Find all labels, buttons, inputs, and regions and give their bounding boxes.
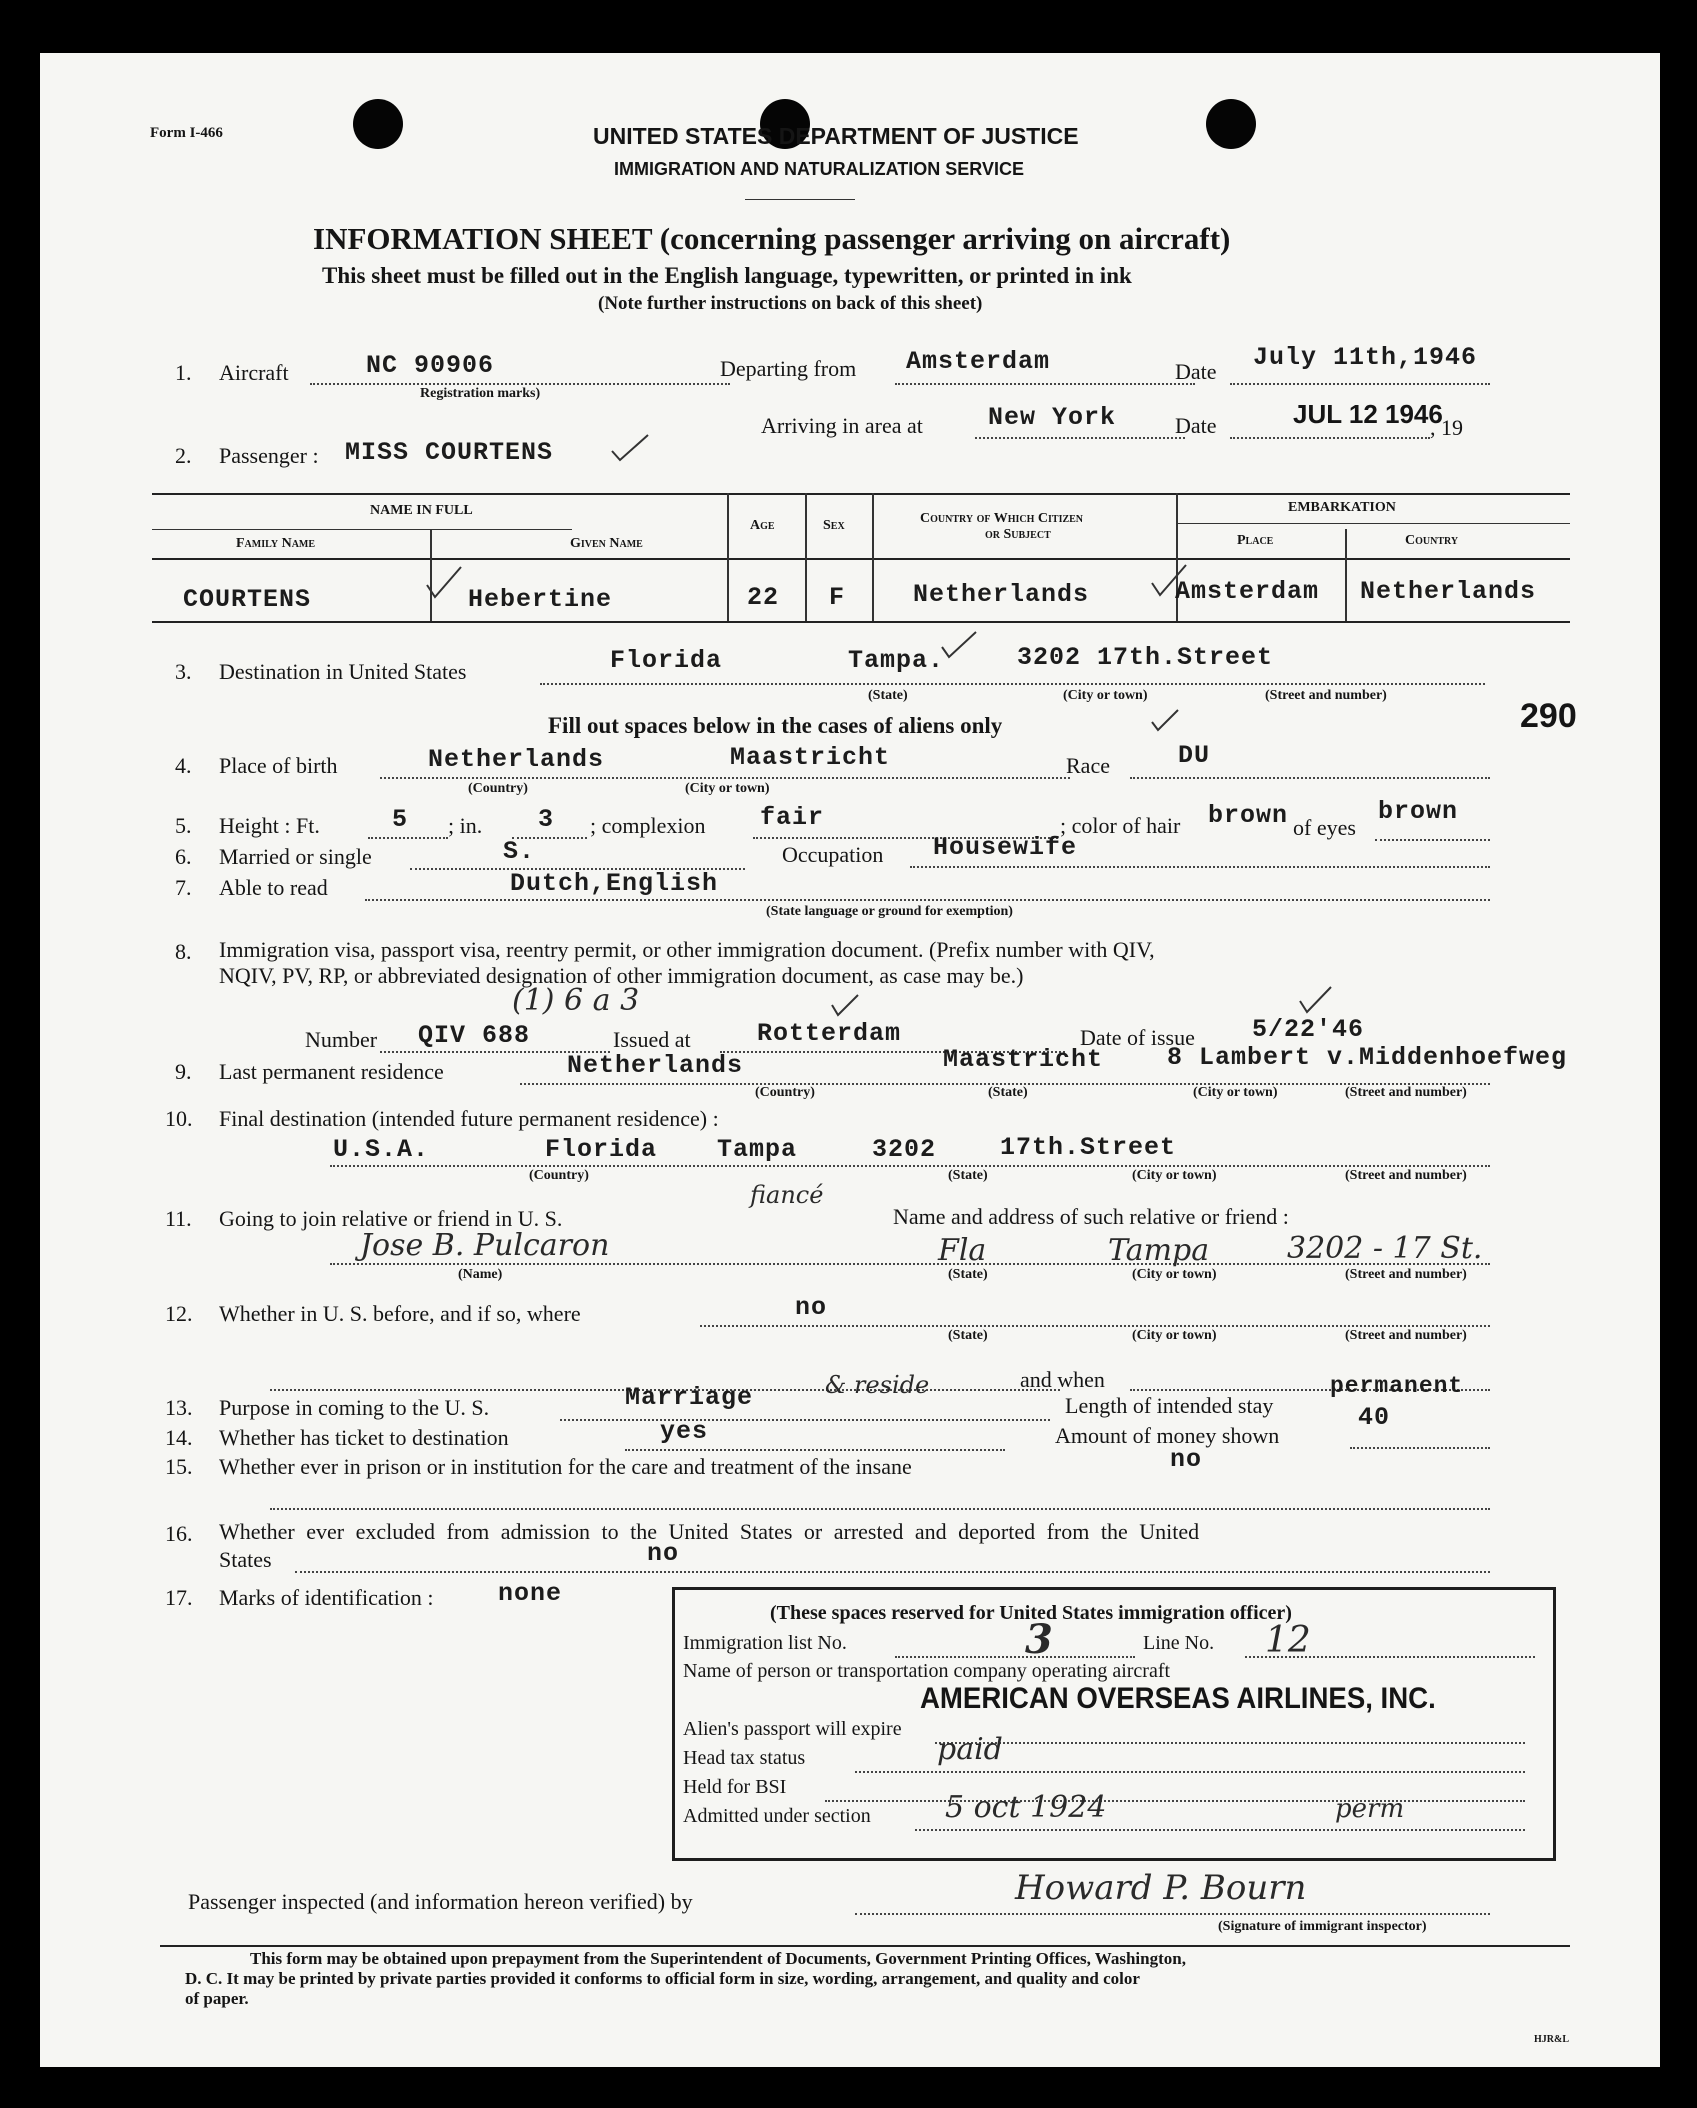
destination-street-value: 3202 17th.Street bbox=[1017, 643, 1274, 672]
purpose-handwritten-note: & reside bbox=[825, 1371, 930, 1399]
color-of-hair-label: ; color of hair bbox=[1060, 813, 1181, 838]
departing-date-value: July 11th,1946 bbox=[1253, 343, 1478, 372]
excluded-value: no bbox=[647, 1539, 680, 1568]
item-number: 12. bbox=[165, 1301, 193, 1326]
name-address-label: Name and address of such relative or friend : bbox=[893, 1204, 1289, 1229]
ticket-line bbox=[625, 1449, 1005, 1451]
item-number: 7. bbox=[175, 875, 192, 900]
destination-label: Destination in United States bbox=[219, 659, 467, 684]
form-subtitle: This sheet must be filled out in the English language, typewritten, or printed in ink bbox=[322, 263, 1132, 288]
punch-hole bbox=[1206, 99, 1256, 149]
city-caption: (City or town) bbox=[685, 781, 770, 796]
relative-city-handwritten: Tampa bbox=[1108, 1233, 1210, 1268]
race-line bbox=[1130, 777, 1490, 779]
residence-street-value: 8 Lambert v.Middenhoefweg bbox=[1167, 1043, 1568, 1072]
passport-expire-label: Alien's passport will expire bbox=[683, 1718, 902, 1740]
last-residence-label: Last permanent residence bbox=[219, 1059, 444, 1084]
admitted-date-value: 5 oct 1924 bbox=[945, 1790, 1107, 1825]
table-column-rule bbox=[805, 493, 807, 621]
departing-date-label: Date bbox=[1175, 359, 1217, 384]
table-bottom-rule bbox=[152, 621, 1570, 623]
state-caption: (State) bbox=[948, 1328, 988, 1343]
inspector-signature: Howard P. Bourn bbox=[1015, 1868, 1307, 1908]
departing-value: Amsterdam bbox=[906, 347, 1051, 376]
department-heading: UNITED STATES DEPARTMENT OF JUSTICE bbox=[593, 123, 1079, 149]
form-sheet bbox=[40, 53, 1660, 2067]
purpose-label: Purpose in coming to the U. S. bbox=[219, 1395, 490, 1420]
table-header-rule bbox=[152, 558, 1570, 560]
printer-mark: HJR&L bbox=[1534, 2034, 1569, 2045]
final-number-value: 3202 bbox=[872, 1135, 937, 1164]
birth-line bbox=[380, 777, 1070, 779]
age-value: 22 bbox=[747, 583, 780, 612]
embarkation-place-value: Amsterdam bbox=[1175, 577, 1320, 606]
admitted-note-value: perm bbox=[1335, 1794, 1405, 1824]
has-ticket-label: Whether has ticket to destination bbox=[219, 1425, 509, 1450]
visa-handwritten-annotation: (1) 6 a 3 bbox=[512, 983, 640, 1018]
visa-number-value: QIV 688 bbox=[418, 1021, 531, 1050]
city-caption: (City or town) bbox=[1132, 1267, 1217, 1282]
height-feet-label: Height : Ft. bbox=[219, 813, 320, 838]
purpose-value: Marriage bbox=[625, 1383, 754, 1412]
inspector-signature-line bbox=[855, 1913, 1490, 1915]
held-for-bsi-label: Held for BSI bbox=[683, 1776, 787, 1798]
item-number: 5. bbox=[175, 813, 192, 838]
birth-country-value: Netherlands bbox=[428, 745, 605, 774]
city-caption: (City or town) bbox=[1132, 1328, 1217, 1343]
height-inches-value: 3 bbox=[538, 805, 555, 834]
immigration-officer-box bbox=[672, 1587, 1556, 1861]
eyes-line bbox=[1375, 839, 1490, 841]
item-number: 6. bbox=[175, 844, 192, 869]
line-no-value: 12 bbox=[1265, 1620, 1311, 1661]
line-no-label: Line No. bbox=[1143, 1632, 1215, 1654]
residence-country-value: Netherlands bbox=[567, 1051, 744, 1080]
marks-label: Marks of identification : bbox=[219, 1585, 434, 1610]
city-caption: (City or town) bbox=[1063, 688, 1148, 703]
operator-stamp: AMERICAN OVERSEAS AIRLINES, INC. bbox=[920, 1682, 1436, 1715]
length-stay-value: permanent bbox=[1330, 1373, 1464, 1399]
inspected-label: Passenger inspected (and information hereon verified) by bbox=[188, 1889, 693, 1914]
arriving-date-label: Date bbox=[1175, 413, 1217, 438]
final-destination-line bbox=[330, 1165, 1490, 1167]
aliens-only-heading: Fill out spaces below in the cases of aliens only bbox=[548, 713, 1003, 738]
passenger-label: Passenger : bbox=[219, 443, 319, 468]
arriving-line bbox=[975, 437, 1185, 439]
occupation-line bbox=[910, 866, 1490, 868]
country-caption: (Country) bbox=[755, 1085, 815, 1100]
check-mark-icon bbox=[1150, 708, 1180, 733]
height-inches-label: ; in. bbox=[448, 813, 483, 838]
prison-continuation-line bbox=[270, 1508, 1490, 1510]
citizen-value: Netherlands bbox=[913, 580, 1090, 609]
item-number: 9. bbox=[175, 1059, 192, 1084]
state-language-caption: (State language or ground for exemption) bbox=[766, 904, 1013, 919]
footer-text-line1: This form may be obtained upon prepayment from the Superintendent of Documents, Government Printing Offices, Washington, bbox=[250, 1949, 1186, 1968]
state-caption: (State) bbox=[948, 1267, 988, 1282]
departing-date-line bbox=[1230, 383, 1490, 385]
item-number: 14. bbox=[165, 1425, 193, 1450]
excluded-label-line1: Whether ever excluded from admission to the United States or arrested and deported from the United bbox=[219, 1519, 1200, 1544]
check-mark-icon bbox=[610, 433, 650, 463]
city-caption: (City or town) bbox=[1193, 1085, 1278, 1100]
state-caption: (State) bbox=[868, 688, 908, 703]
aircraft-value: NC 90906 bbox=[366, 351, 495, 380]
admitted-label: Admitted under section bbox=[683, 1805, 871, 1827]
date-of-issue-label: Date of issue bbox=[1080, 1025, 1195, 1050]
departing-from-label: Departing from bbox=[720, 356, 857, 381]
final-street-value: 17th.Street bbox=[1000, 1133, 1177, 1162]
page-number-stamp: 290 bbox=[1520, 697, 1577, 735]
item-number: 4. bbox=[175, 753, 192, 778]
table-mid-rule bbox=[1176, 523, 1570, 524]
destination-state-value: Florida bbox=[610, 646, 723, 675]
prison-label: Whether ever in prison or in institution for the care and treatment of the insane bbox=[219, 1454, 912, 1479]
form-note: (Note further instructions on back of this sheet) bbox=[598, 293, 983, 314]
list-no-label: Immigration list No. bbox=[683, 1632, 847, 1654]
street-caption: (Street and number) bbox=[1345, 1085, 1467, 1100]
in-us-before-value: no bbox=[795, 1293, 828, 1322]
ticket-value: yes bbox=[660, 1417, 709, 1446]
departing-line bbox=[895, 383, 1195, 385]
in-us-before-line bbox=[700, 1325, 1490, 1327]
punch-hole bbox=[353, 99, 403, 149]
head-tax-line bbox=[855, 1771, 1525, 1773]
table-column-rule bbox=[872, 493, 874, 621]
money-label: Amount of money shown bbox=[1055, 1423, 1280, 1448]
country-caption: (Country) bbox=[529, 1168, 589, 1183]
service-heading: IMMIGRATION AND NATURALIZATION SERVICE bbox=[614, 159, 1024, 179]
operator-label: Name of person or transportation company operating aircraft bbox=[683, 1660, 1171, 1682]
age-header: Age bbox=[750, 518, 775, 533]
name-in-full-header: NAME IN FULL bbox=[370, 503, 473, 518]
citizen-header: Country of Which Citizen bbox=[920, 511, 1084, 526]
street-caption: (Street and number) bbox=[1345, 1328, 1467, 1343]
item-number: 10. bbox=[165, 1106, 193, 1131]
read-value: Dutch,English bbox=[510, 869, 719, 898]
final-state-value: Florida bbox=[545, 1135, 658, 1164]
item-number: 11. bbox=[165, 1206, 192, 1231]
embarkation-country-value: Netherlands bbox=[1360, 577, 1537, 606]
head-tax-value: paid bbox=[937, 1732, 1003, 1767]
family-name-value: COURTENS bbox=[183, 585, 312, 614]
length-stay-label: Length of intended stay bbox=[1065, 1393, 1274, 1418]
and-when-label: and when bbox=[1020, 1367, 1105, 1392]
table-top-rule bbox=[152, 493, 1570, 495]
race-value: DU bbox=[1178, 741, 1211, 770]
visa-number-label: Number bbox=[305, 1027, 378, 1052]
final-city-value: Tampa bbox=[717, 1135, 798, 1164]
state-caption: (State) bbox=[948, 1168, 988, 1183]
occupation-value: Housewife bbox=[933, 833, 1078, 862]
birth-city-value: Maastricht bbox=[730, 743, 891, 772]
final-destination-label: Final destination (intended future permanent residence) : bbox=[219, 1106, 719, 1131]
admitted-line bbox=[915, 1829, 1525, 1831]
list-no-line bbox=[895, 1656, 1135, 1658]
head-tax-label: Head tax status bbox=[683, 1747, 806, 1769]
form-number: Form I-466 bbox=[150, 125, 223, 141]
check-mark-icon bbox=[830, 993, 860, 1018]
citizen-header-subject: or Subject bbox=[985, 527, 1051, 542]
item-number: 1. bbox=[175, 360, 192, 385]
date-of-issue-value: 5/22'46 bbox=[1252, 1015, 1365, 1044]
occupation-label: Occupation bbox=[782, 842, 884, 867]
able-to-read-label: Able to read bbox=[219, 875, 328, 900]
height-feet-value: 5 bbox=[392, 805, 409, 834]
prison-value: no bbox=[1170, 1445, 1203, 1474]
state-caption: (State) bbox=[988, 1085, 1028, 1100]
table-mid-rule bbox=[152, 529, 572, 530]
item-number: 17. bbox=[165, 1585, 193, 1610]
place-of-birth-label: Place of birth bbox=[219, 753, 338, 778]
embarkation-place-header: Place bbox=[1237, 533, 1274, 548]
header-rule bbox=[745, 199, 855, 200]
family-name-header: Family Name bbox=[236, 536, 316, 551]
held-for-bsi-line bbox=[825, 1800, 1525, 1802]
complexion-label: ; complexion bbox=[590, 813, 706, 838]
table-column-rule bbox=[1345, 529, 1347, 621]
item-number: 16. bbox=[165, 1521, 193, 1546]
destination-city-value: Tampa. bbox=[848, 646, 945, 675]
item-number: 8. bbox=[175, 939, 192, 964]
final-country-value: U.S.A. bbox=[333, 1135, 430, 1164]
going-to-join-label: Going to join relative or friend in U. S. bbox=[219, 1206, 563, 1231]
in-us-before-label: Whether in U. S. before, and if so, where bbox=[219, 1301, 581, 1326]
visa-instructions-line1: Immigration visa, passport visa, reentry permit, or other immigration document. (Prefix number with QIV, bbox=[219, 937, 1155, 962]
city-caption: (City or town) bbox=[1132, 1168, 1217, 1183]
arriving-label: Arriving in area at bbox=[761, 413, 923, 438]
height-feet-line bbox=[368, 837, 448, 839]
signature-caption: (Signature of immigrant inspector) bbox=[1218, 1919, 1427, 1934]
footer-rule bbox=[160, 1945, 1570, 1947]
marks-value: none bbox=[498, 1579, 563, 1608]
relative-name-handwritten: Jose B. Pulcaron bbox=[360, 1228, 610, 1263]
given-name-value: Hebertine bbox=[468, 585, 613, 614]
sex-header: Sex bbox=[823, 518, 845, 533]
relative-state-handwritten: Fla bbox=[938, 1233, 987, 1268]
purpose-line bbox=[560, 1419, 1050, 1421]
check-mark-icon bbox=[940, 630, 980, 660]
money-value: 40 bbox=[1358, 1403, 1391, 1432]
issued-at-label: Issued at bbox=[613, 1027, 691, 1052]
item-number: 2. bbox=[175, 443, 192, 468]
embarkation-header: EMBARKATION bbox=[1288, 500, 1396, 515]
item-number: 13. bbox=[165, 1395, 193, 1420]
residence-city-value: Maastricht bbox=[943, 1045, 1104, 1074]
street-caption: (Street and number) bbox=[1265, 688, 1387, 703]
married-value: S. bbox=[503, 837, 536, 866]
given-name-header: Given Name bbox=[570, 536, 643, 551]
arriving-year-suffix: , 19 bbox=[1430, 415, 1463, 440]
hair-value: brown bbox=[1208, 801, 1289, 830]
married-label: Married or single bbox=[219, 844, 372, 869]
aircraft-label: Aircraft bbox=[219, 360, 289, 385]
footer-text-line3: of paper. bbox=[185, 1989, 249, 2008]
eyes-value: brown bbox=[1378, 797, 1459, 826]
check-mark-icon bbox=[425, 565, 465, 600]
footer-text-line2: D. C. It may be printed by private parties provided it conforms to official form in size, wording, arrangement, and quality and color bbox=[185, 1969, 1140, 1988]
passenger-value: MISS COURTENS bbox=[345, 438, 554, 467]
excluded-line bbox=[295, 1571, 1490, 1573]
registration-marks-caption: Registration marks) bbox=[420, 386, 541, 401]
visa-instructions-line2: NQIV, PV, RP, or abbreviated designation of other immigration document, as case may be.) bbox=[219, 963, 1024, 988]
country-caption: (Country) bbox=[468, 781, 528, 796]
passport-expire-line bbox=[935, 1742, 1525, 1744]
check-mark-icon bbox=[1298, 985, 1333, 1015]
sex-value: F bbox=[829, 583, 846, 612]
read-line bbox=[365, 899, 1490, 901]
name-caption: (Name) bbox=[458, 1267, 503, 1282]
money-line bbox=[1350, 1447, 1490, 1449]
complexion-value: fair bbox=[760, 803, 825, 832]
relative-street-handwritten: 3202 - 17 St. bbox=[1287, 1231, 1483, 1266]
race-label: Race bbox=[1066, 753, 1110, 778]
of-eyes-label: of eyes bbox=[1293, 815, 1356, 840]
arriving-value: New York bbox=[988, 403, 1117, 432]
form-title: INFORMATION SHEET (concerning passenger arriving on aircraft) bbox=[313, 221, 1231, 256]
issued-at-value: Rotterdam bbox=[757, 1019, 902, 1048]
aircraft-line bbox=[310, 383, 730, 385]
arriving-date-stamp: JUL 12 1946 bbox=[1293, 399, 1443, 429]
street-caption: (Street and number) bbox=[1345, 1168, 1467, 1183]
arriving-date-line bbox=[1230, 437, 1430, 439]
item-number: 15. bbox=[165, 1454, 193, 1479]
list-no-value: 3 bbox=[1025, 1616, 1053, 1663]
join-relation-handwritten: fiancé bbox=[750, 1181, 824, 1209]
embarkation-country-header: Country bbox=[1405, 533, 1459, 548]
table-column-rule bbox=[727, 493, 729, 621]
street-caption: (Street and number) bbox=[1345, 1267, 1467, 1282]
officer-box-heading: (These spaces reserved for United States immigration officer) bbox=[770, 1602, 1292, 1624]
excluded-label-line2: States bbox=[219, 1547, 272, 1572]
item-number: 3. bbox=[175, 659, 192, 684]
destination-line bbox=[540, 683, 1485, 685]
